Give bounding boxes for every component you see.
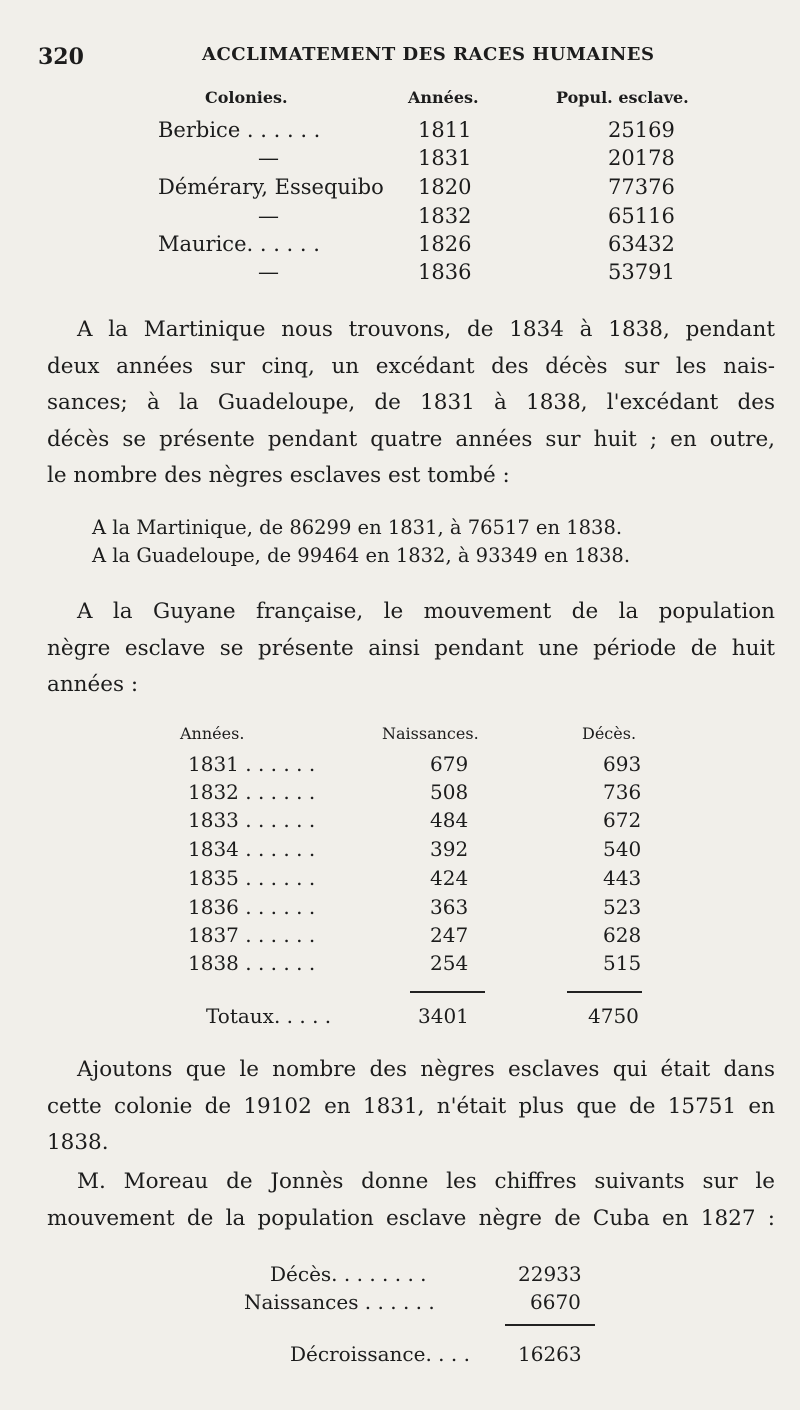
table-cell-births: 679 xyxy=(430,752,469,776)
text-line: années : xyxy=(47,672,139,697)
table-cell-population: 65116 xyxy=(608,204,675,228)
table-cell-births: 363 xyxy=(430,895,469,919)
table-cell-deaths: 628 xyxy=(603,923,642,947)
text-line: sances; à la Guadeloupe, de 1831 à 1838, l'excédant des xyxy=(47,390,775,415)
paragraph-cuba xyxy=(47,1164,775,1237)
stat-martinique: A la Martinique, de 86299 en 1831, à 76517 en 1838. xyxy=(92,516,623,539)
totals-label: Totaux. . . . . xyxy=(206,1004,332,1028)
table-cell-colony: Maurice. . . . . . xyxy=(158,232,320,256)
calc-rule xyxy=(505,1324,595,1326)
table-header-annees: Années. xyxy=(408,88,479,107)
text-line: décès se présente pendant quatre années sur huit ; en outre, xyxy=(47,426,775,452)
table-cell-deaths: 672 xyxy=(603,808,642,832)
table-cell-births: 392 xyxy=(430,837,469,861)
table-cell-year: 1832 xyxy=(418,204,472,228)
table-cell-deaths: 736 xyxy=(603,780,642,804)
table-cell-year: 1838 . . . . . . xyxy=(188,951,316,975)
table-cell-year: 1826 xyxy=(418,232,472,256)
table-cell-year: 1834 . . . . . . xyxy=(188,837,316,861)
table-cell-deaths: 693 xyxy=(603,752,642,776)
paragraph-martinique-guadeloupe xyxy=(47,312,775,495)
text-line: M. Moreau de Jonnès donne les chiffres suivants sur le xyxy=(77,1169,775,1194)
table-cell-colony: — xyxy=(258,260,279,284)
table-cell-year: 1833 . . . . . . xyxy=(188,808,316,832)
table-cell-year: 1820 xyxy=(418,175,472,199)
table-cell-year: 1835 . . . . . . xyxy=(188,866,316,890)
table-cell-births: 247 xyxy=(430,923,469,947)
table-cell-deaths: 523 xyxy=(603,895,642,919)
text-line: nègre esclave se présente ainsi pendant une période de huit xyxy=(47,635,775,661)
table-header-colonies: Colonies. xyxy=(205,88,288,107)
table-cell-births: 508 xyxy=(430,780,469,804)
totals-births: 3401 xyxy=(418,1004,469,1028)
text-line: A la Guyane française, le mouvement de la population xyxy=(77,599,775,624)
table-cell-births: 424 xyxy=(430,866,469,890)
paragraph-guyane xyxy=(47,594,775,704)
table-cell-deaths: 540 xyxy=(603,837,642,861)
stat-guadeloupe: A la Guadeloupe, de 99464 en 1832, à 93349 en 1838. xyxy=(92,544,631,567)
running-title: ACCLIMATEMENT DES RACES HUMAINES xyxy=(202,44,655,65)
text-line: deux années sur cinq, un excédant des décès sur les nais- xyxy=(47,353,775,379)
cuba-deaths-label: Décès. . . . . . . . xyxy=(270,1262,427,1286)
table-cell-year: 1836 xyxy=(418,260,472,284)
table-cell-population: 63432 xyxy=(608,232,675,256)
table-cell-year: 1831 . . . . . . xyxy=(188,752,316,776)
paragraph-guyane-population xyxy=(47,1052,775,1162)
cuba-decrease-value: 16263 xyxy=(518,1342,582,1366)
table-cell-year: 1831 xyxy=(418,146,472,170)
table-cell-population: 77376 xyxy=(608,175,675,199)
text-line: le nombre des nègres esclaves est tombé : xyxy=(47,463,510,488)
table-cell-year: 1832 . . . . . . xyxy=(188,780,316,804)
cuba-decrease-label: Décroissance. . . . xyxy=(290,1342,470,1366)
table-cell-colony: — xyxy=(258,204,279,228)
text-line: mouvement de la population esclave nègre de Cuba en 1827 : xyxy=(47,1205,775,1231)
table-cell-population: 20178 xyxy=(608,146,675,170)
cuba-deaths-value: 22933 xyxy=(518,1262,582,1286)
cuba-births-label: Naissances . . . . . . xyxy=(244,1290,435,1314)
table-cell-colony: Berbice . . . . . . xyxy=(158,118,321,142)
table-header-population: Popul. esclave. xyxy=(556,88,689,107)
totals-rule xyxy=(567,991,642,993)
table-cell-colony: — xyxy=(258,146,279,170)
table-cell-deaths: 443 xyxy=(603,866,642,890)
page-number: 320 xyxy=(38,44,84,70)
cuba-births-value: 6670 xyxy=(530,1290,581,1314)
text-line: Ajoutons que le nombre des nègres esclaves qui était dans xyxy=(77,1057,775,1082)
table-cell-year: 1836 . . . . . . xyxy=(188,895,316,919)
table-cell-births: 254 xyxy=(430,951,469,975)
text-line: A la Martinique nous trouvons, de 1834 à 1838, pendant xyxy=(77,317,775,342)
text-line: cette colonie de 19102 en 1831, n'était plus que de 15751 en xyxy=(47,1093,775,1119)
table-cell-births: 484 xyxy=(430,808,469,832)
table-header-annees: Années. xyxy=(180,724,245,743)
table-cell-year: 1811 xyxy=(418,118,472,142)
text-line: 1838. xyxy=(47,1130,109,1155)
table-cell-population: 25169 xyxy=(608,118,675,142)
table-cell-population: 53791 xyxy=(608,260,675,284)
table-header-naissances: Naissances. xyxy=(382,724,479,743)
table-cell-deaths: 515 xyxy=(603,951,642,975)
totals-deaths: 4750 xyxy=(588,1004,639,1028)
table-cell-year: 1837 . . . . . . xyxy=(188,923,316,947)
table-cell-colony: Démérary, Essequibo xyxy=(158,175,384,199)
table-header-deces: Décès. xyxy=(582,724,637,743)
totals-rule xyxy=(410,991,485,993)
